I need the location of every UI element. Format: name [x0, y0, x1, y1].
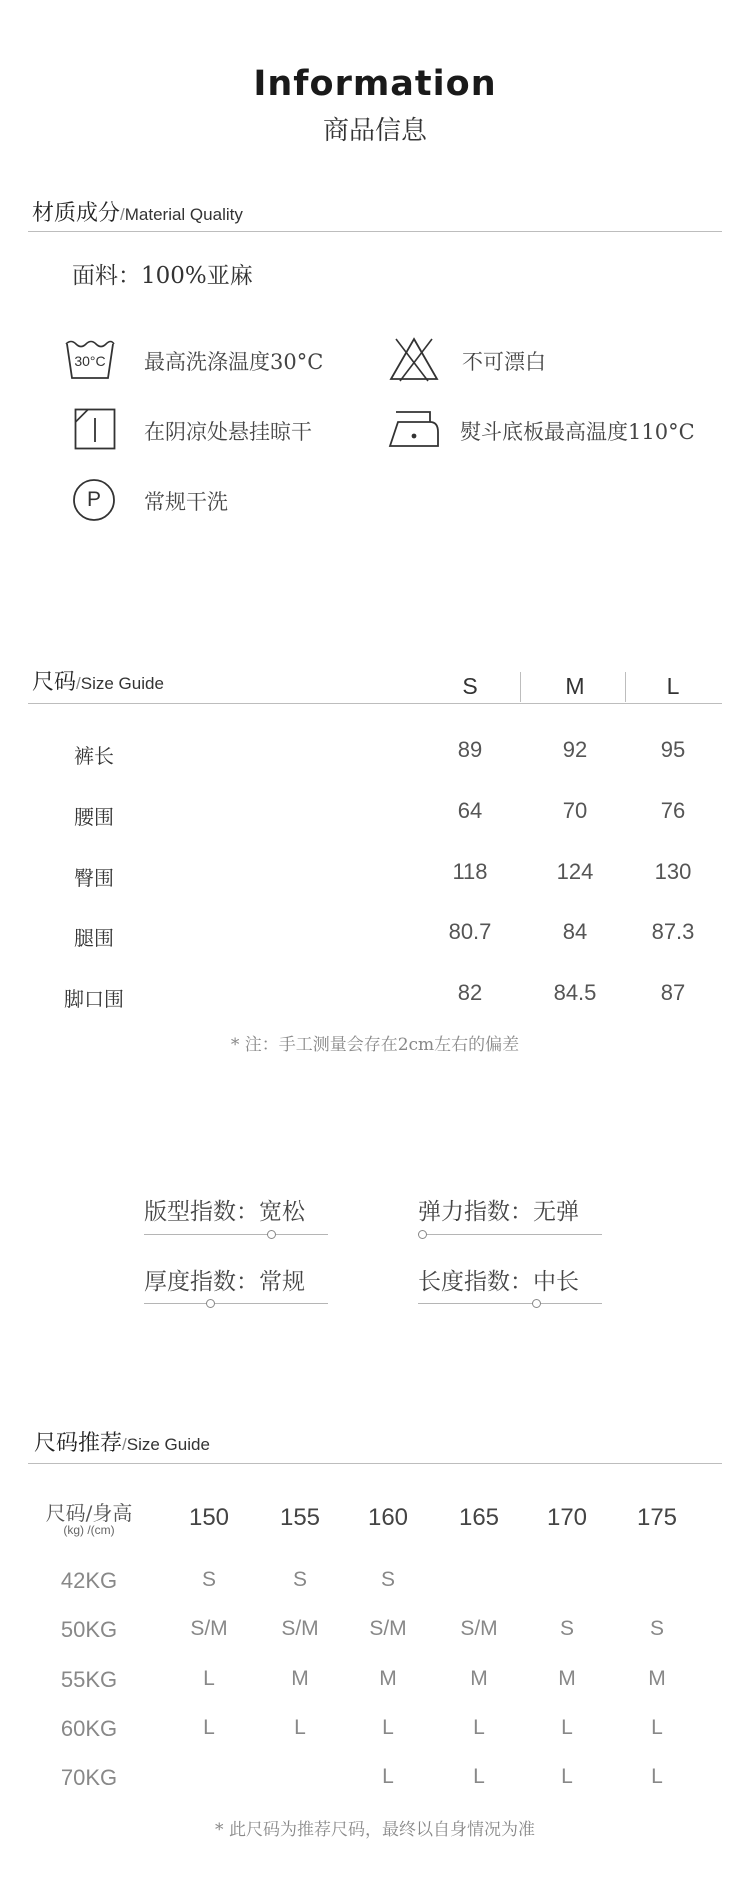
height-header: 165 — [458, 1504, 500, 1531]
elastic-index-track — [418, 1234, 602, 1235]
recommend-corner-bottom: (kg) /(cm) — [63, 1523, 115, 1537]
fit-index-marker — [267, 1230, 276, 1239]
size-cell: 84 — [562, 919, 588, 944]
recommend-cell: S — [201, 1568, 216, 1591]
size-cell: 95 — [660, 737, 686, 762]
length-index-track — [418, 1303, 602, 1304]
size-row-label: 脚口围 — [64, 987, 124, 1011]
size-row-label: 臀围 — [74, 866, 114, 890]
wash-temp-text: 30°C — [74, 353, 106, 369]
recommend-note: * 此尺码为推荐尺码，最终以自身情况为准 — [215, 1820, 535, 1840]
recommend-cell: S/M — [281, 1617, 319, 1640]
size-row-label: 腿围 — [74, 926, 114, 950]
size-cell: 89 — [457, 737, 483, 762]
weight-label: 55KG — [60, 1667, 118, 1692]
size-heading-en: Size Guide — [80, 674, 164, 693]
size-col-l: L — [666, 673, 680, 699]
recommend-cell: L — [473, 1716, 485, 1739]
size-heading-sep: / — [76, 674, 81, 693]
size-divider — [28, 703, 722, 704]
fabric-composition: 面料：100%亚麻 — [72, 263, 253, 289]
fit-index-label: 版型指数：宽松 — [144, 1199, 305, 1225]
recommend-heading — [34, 1426, 210, 1457]
size-cell: 82 — [457, 980, 483, 1005]
recommend-cell: M — [379, 1667, 397, 1690]
size-cell: 92 — [562, 737, 588, 762]
recommend-cell: S — [559, 1617, 574, 1640]
shade-dry-icon — [74, 408, 116, 450]
material-heading-zh: 材质成分 — [32, 201, 121, 226]
size-heading-zh: 尺码 — [32, 670, 77, 695]
height-header: 170 — [546, 1504, 588, 1531]
thickness-index-marker — [206, 1299, 215, 1308]
care-text-dry: 在阴凉处悬挂晾干 — [144, 420, 312, 444]
care-text-dryclean: 常规干洗 — [144, 490, 228, 514]
size-cell: 70 — [562, 798, 588, 823]
recommend-heading-en: Size Guide — [126, 1435, 210, 1454]
recommend-cell: L — [651, 1765, 663, 1788]
length-index-marker — [532, 1299, 541, 1308]
care-text-wash: 最高洗涤温度30°C — [144, 350, 324, 374]
dry-clean-p-icon — [72, 478, 116, 522]
size-cell: 118 — [452, 859, 488, 884]
elastic-index-label: 弹力指数：无弹 — [418, 1199, 579, 1225]
dryclean-letter: P — [86, 488, 101, 511]
recommend-divider — [28, 1463, 722, 1464]
thickness-index-track — [144, 1303, 328, 1304]
size-col-divider-2 — [625, 672, 626, 702]
size-cell: 87 — [660, 980, 686, 1005]
height-header: 155 — [279, 1504, 321, 1531]
material-heading-sep: / — [120, 205, 125, 224]
recommend-cell: S/M — [460, 1617, 498, 1640]
recommend-cell: L — [203, 1667, 215, 1690]
recommend-heading-zh: 尺码推荐 — [34, 1431, 123, 1456]
recommend-cell: M — [648, 1667, 666, 1690]
size-cell: 87.3 — [651, 919, 695, 944]
size-cell: 76 — [660, 798, 686, 823]
size-note: * 注：手工测量会存在2cm左右的偏差 — [230, 1035, 520, 1055]
weight-label: 70KG — [60, 1765, 118, 1790]
recommend-cell: L — [561, 1765, 573, 1788]
size-row-label: 裤长 — [74, 744, 114, 768]
recommend-cell: S/M — [369, 1617, 407, 1640]
recommend-cell: S — [380, 1568, 395, 1591]
recommend-cell: L — [651, 1716, 663, 1739]
height-header: 175 — [636, 1504, 678, 1531]
recommend-cell: S/M — [190, 1617, 228, 1640]
page-subtitle: 商品信息 — [322, 116, 427, 146]
size-cell: 130 — [654, 859, 692, 884]
recommend-cell: S — [292, 1568, 307, 1591]
elastic-index-marker — [418, 1230, 427, 1239]
height-header: 150 — [188, 1504, 230, 1531]
fit-index-track — [144, 1234, 328, 1235]
wash-30-icon — [64, 336, 116, 382]
iron-110-icon — [386, 408, 442, 448]
thickness-index-label: 厚度指数：常规 — [144, 1269, 305, 1295]
size-col-s: S — [462, 673, 478, 699]
recommend-corner-top: 尺码/身高 — [45, 1501, 133, 1525]
size-col-divider-1 — [520, 672, 521, 702]
recommend-cell: M — [470, 1667, 488, 1690]
recommend-cell: L — [203, 1716, 215, 1739]
size-cell: 84.5 — [553, 980, 597, 1005]
recommend-cell: M — [558, 1667, 576, 1690]
recommend-cell: L — [561, 1716, 573, 1739]
weight-label: 42KG — [60, 1568, 118, 1593]
material-divider — [28, 231, 722, 232]
weight-label: 50KG — [60, 1617, 118, 1642]
page-title: Information — [253, 64, 497, 104]
care-text-iron: 熨斗底板最高温度110°C — [460, 420, 695, 444]
material-heading — [32, 196, 243, 227]
recommend-cell: L — [294, 1716, 306, 1739]
size-cell: 80.7 — [448, 919, 492, 944]
recommend-heading-sep: / — [122, 1435, 127, 1454]
care-text-bleach: 不可漂白 — [462, 350, 546, 374]
weight-label: 60KG — [60, 1716, 118, 1741]
size-heading — [32, 665, 164, 696]
material-heading-en: Material Quality — [124, 205, 243, 224]
size-cell: 124 — [556, 859, 594, 884]
no-bleach-icon — [388, 336, 440, 382]
recommend-cell: M — [291, 1667, 309, 1690]
recommend-cell: L — [382, 1765, 394, 1788]
size-cell: 64 — [457, 798, 483, 823]
size-row-label: 腰围 — [74, 805, 114, 829]
recommend-cell: S — [649, 1617, 664, 1640]
height-header: 160 — [367, 1504, 409, 1531]
length-index-label: 长度指数：中长 — [418, 1269, 579, 1295]
recommend-cell: L — [473, 1765, 485, 1788]
size-col-m: M — [565, 673, 585, 699]
recommend-cell: L — [382, 1716, 394, 1739]
